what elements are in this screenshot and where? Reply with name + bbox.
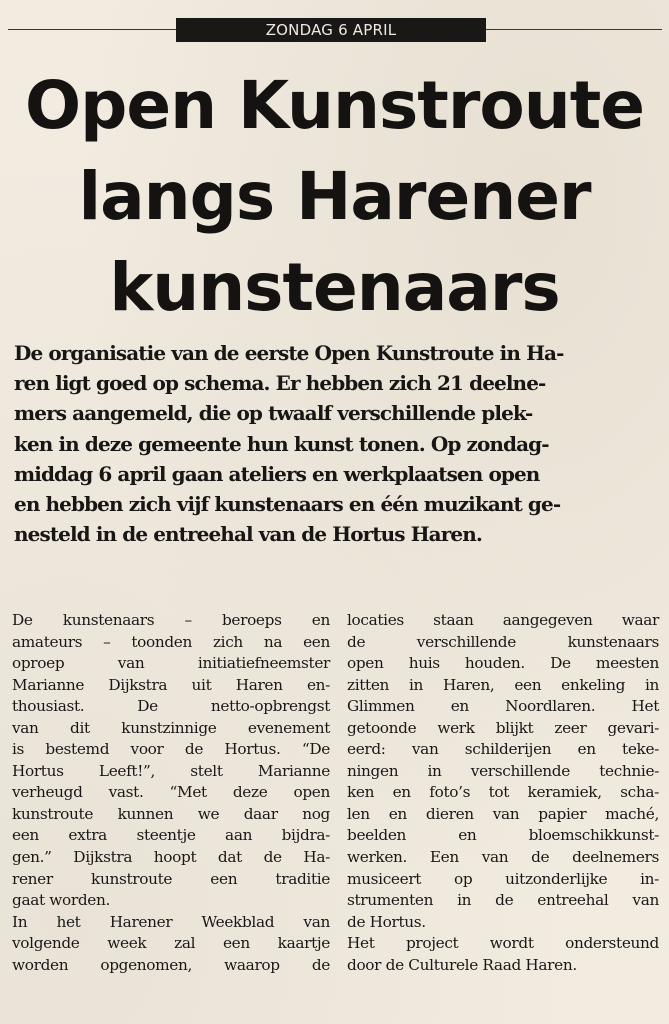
lead-line: mers aangemeld, die op twaalf verschillende plek- — [14, 401, 533, 426]
body-line: volgende week zal een kaartje — [12, 934, 330, 953]
body-line: len en dieren van papier maché, — [347, 804, 659, 823]
body-line: gen.” Dijkstra hoopt dat de Ha- — [12, 848, 330, 867]
date-banner: ZONDAG 6 APRIL — [176, 18, 486, 42]
lead-line: ken in deze gemeente hun kunst tonen. Op zondag- — [14, 431, 549, 456]
body-line: ningen in verschillende technie- — [347, 761, 659, 780]
body-line: Het project wordt ondersteund — [347, 934, 659, 953]
body-line: Marianne Dijkstra uit Haren en- — [12, 675, 330, 694]
body-line: thousiast. De netto-opbrengst — [12, 697, 330, 716]
headline-line: Open Kunstroute — [24, 67, 645, 144]
lead-line: en hebben zich vijf kunstenaars en één muzikant ge- — [14, 492, 561, 517]
body-column-right — [347, 610, 659, 976]
body-line: door de Culturele Raad Haren. — [347, 955, 577, 974]
body-line: locaties staan aangegeven waar — [347, 611, 659, 629]
body-line: rener kunstroute een traditie — [12, 869, 330, 888]
body-line: de Hortus. — [347, 912, 426, 931]
lead-line: De organisatie van de eerste Open Kunstroute in Ha- — [14, 341, 564, 365]
headline-line: kunstenaars — [109, 249, 560, 326]
body-line: eerd: van schilderijen en teke- — [347, 740, 659, 759]
body-line: worden opgenomen, waarop de — [12, 955, 330, 974]
header-rule-left — [8, 29, 176, 30]
body-line: amateurs – toonden zich na een — [12, 632, 330, 651]
body-line: musiceert op uitzonderlijke in- — [347, 869, 659, 888]
body-line: werken. Een van de deelnemers — [347, 848, 659, 867]
body-line: oproep van initiatiefneemster — [12, 654, 330, 673]
body-line: De kunstenaars – beroeps en — [12, 611, 330, 629]
body-line: Hortus Leeft!”, stelt Marianne — [12, 761, 330, 780]
body-line: gaat worden. — [12, 891, 111, 910]
body-line: In het Harener Weekblad van — [12, 912, 330, 931]
body-column-left — [12, 610, 330, 976]
body-line: getoonde werk blijkt zeer gevari- — [347, 718, 659, 737]
body-line: is bestemd voor de Hortus. “De — [12, 740, 330, 759]
body-line: Glimmen en Noordlaren. Het — [347, 697, 659, 716]
lead-paragraph — [14, 338, 662, 549]
body-line: de verschillende kunstenaars — [347, 632, 659, 651]
lead-line: middag 6 april gaan ateliers en werkplaatsen open — [14, 461, 540, 486]
body-line: zitten in Haren, een enkeling in — [347, 675, 659, 694]
lead-line: nesteld in de entreehal van de Hortus Haren. — [14, 522, 482, 547]
headline-line: langs Harener — [78, 158, 591, 235]
body-line: ken en foto’s tot keramiek, scha- — [347, 783, 659, 802]
body-line: verheugd vast. “Met deze open — [12, 783, 330, 802]
body-line: een extra steentje aan bijdra- — [12, 826, 330, 845]
body-line: beelden en bloemschikkunst- — [347, 826, 659, 845]
body-line: open huis houden. De meesten — [347, 654, 659, 673]
body-line: van dit kunstzinnige evenement — [12, 718, 330, 737]
lead-line: ren ligt goed op schema. Er hebben zich 21 deelne- — [14, 371, 546, 396]
body-line: kunstroute kunnen we daar nog — [12, 804, 330, 823]
header-rule-right — [486, 29, 662, 30]
headline — [0, 60, 669, 333]
body-line: strumenten in de entreehal van — [347, 891, 659, 910]
